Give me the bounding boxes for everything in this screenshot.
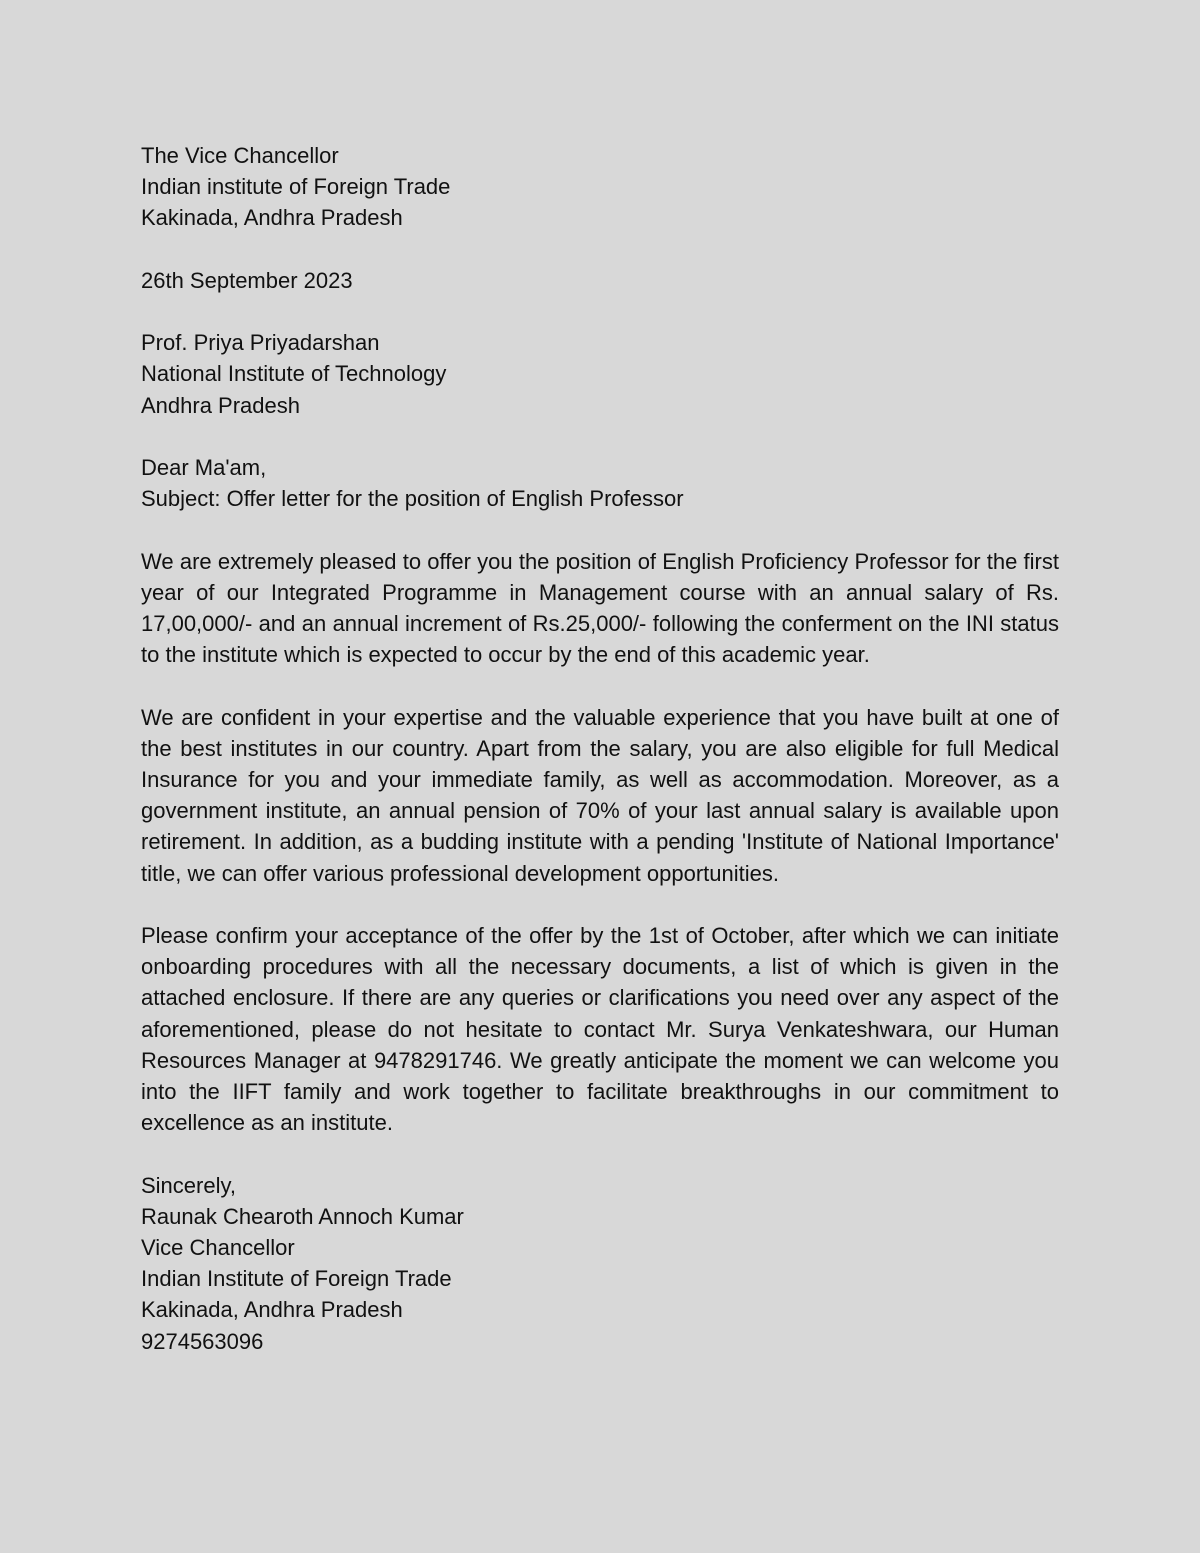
signature-block bbox=[141, 1170, 1059, 1357]
subject-line: Subject: Offer letter for the position of English Professor bbox=[141, 486, 684, 512]
letter-date: 26th September 2023 bbox=[141, 267, 353, 293]
sender-institution: Indian institute of Foreign Trade bbox=[141, 174, 451, 200]
recipient-address bbox=[141, 327, 1059, 421]
valediction: Sincerely, bbox=[141, 1172, 236, 1198]
signatory-title: Vice Chancellor bbox=[141, 1235, 295, 1260]
recipient-name: Prof. Priya Priyadarshan bbox=[141, 330, 380, 356]
sender-address bbox=[141, 140, 1059, 234]
salutation: Dear Ma'am, bbox=[141, 454, 267, 480]
signatory-location: Kakinada, Andhra Pradesh bbox=[141, 1297, 403, 1323]
body-paragraph-benefits: We are confident in your expertise and the valuable experience that you have built at one of the best institutes in our country. Apart from the salary, you are also eligible for full Medical Insurance for you and your immediate family, as well as accommodation. Moreover, as a government institute, an annual pension of 70% of your last annual salary is available upon retirement. In addition, as a budding institute with a pending 'Institute of National Importance' title, we can offer various professional development opportunities. bbox=[141, 704, 1059, 886]
offer-letter bbox=[141, 140, 1059, 1357]
body-paragraph-acceptance: Please confirm your acceptance of the offer by the 1st of October, after which we can initiate onboarding procedures with all the necessary documents, a list of which is given in the attached enclosure. If there are any queries or clarifications you need over any aspect of the aforementioned, please do not hesitate to contact Mr. Surya Venkateshwara, our Human Resources Manager at 9478291746. We greatly anticipate the moment we can welcome you into the IIFT family and work together to facilitate breakthroughs in our commitment to excellence as an institute. bbox=[141, 922, 1059, 1136]
body-paragraph-offer: We are extremely pleased to offer you the position of English Proficiency Professor for the first year of our Integrated Programme in Management course with an annual salary of Rs. 17,00,000/- and an annual increment of Rs.25,000/- following the conferment on the INI status to the institute which is expected to occur by the end of this academic year. bbox=[141, 548, 1059, 668]
letter-body bbox=[141, 546, 1059, 1139]
sender-location: Kakinada, Andhra Pradesh bbox=[141, 205, 403, 231]
recipient-location: Andhra Pradesh bbox=[141, 392, 300, 418]
recipient-institution: National Institute of Technology bbox=[141, 361, 447, 387]
signatory-phone: 9274563096 bbox=[141, 1328, 264, 1354]
greeting-block bbox=[141, 452, 1059, 514]
signatory-name: Raunak Chearoth Annoch Kumar bbox=[141, 1203, 464, 1229]
signatory-institution: Indian Institute of Foreign Trade bbox=[141, 1266, 452, 1292]
sender-title: The Vice Chancellor bbox=[141, 143, 339, 168]
letter-date-block bbox=[141, 265, 1059, 296]
